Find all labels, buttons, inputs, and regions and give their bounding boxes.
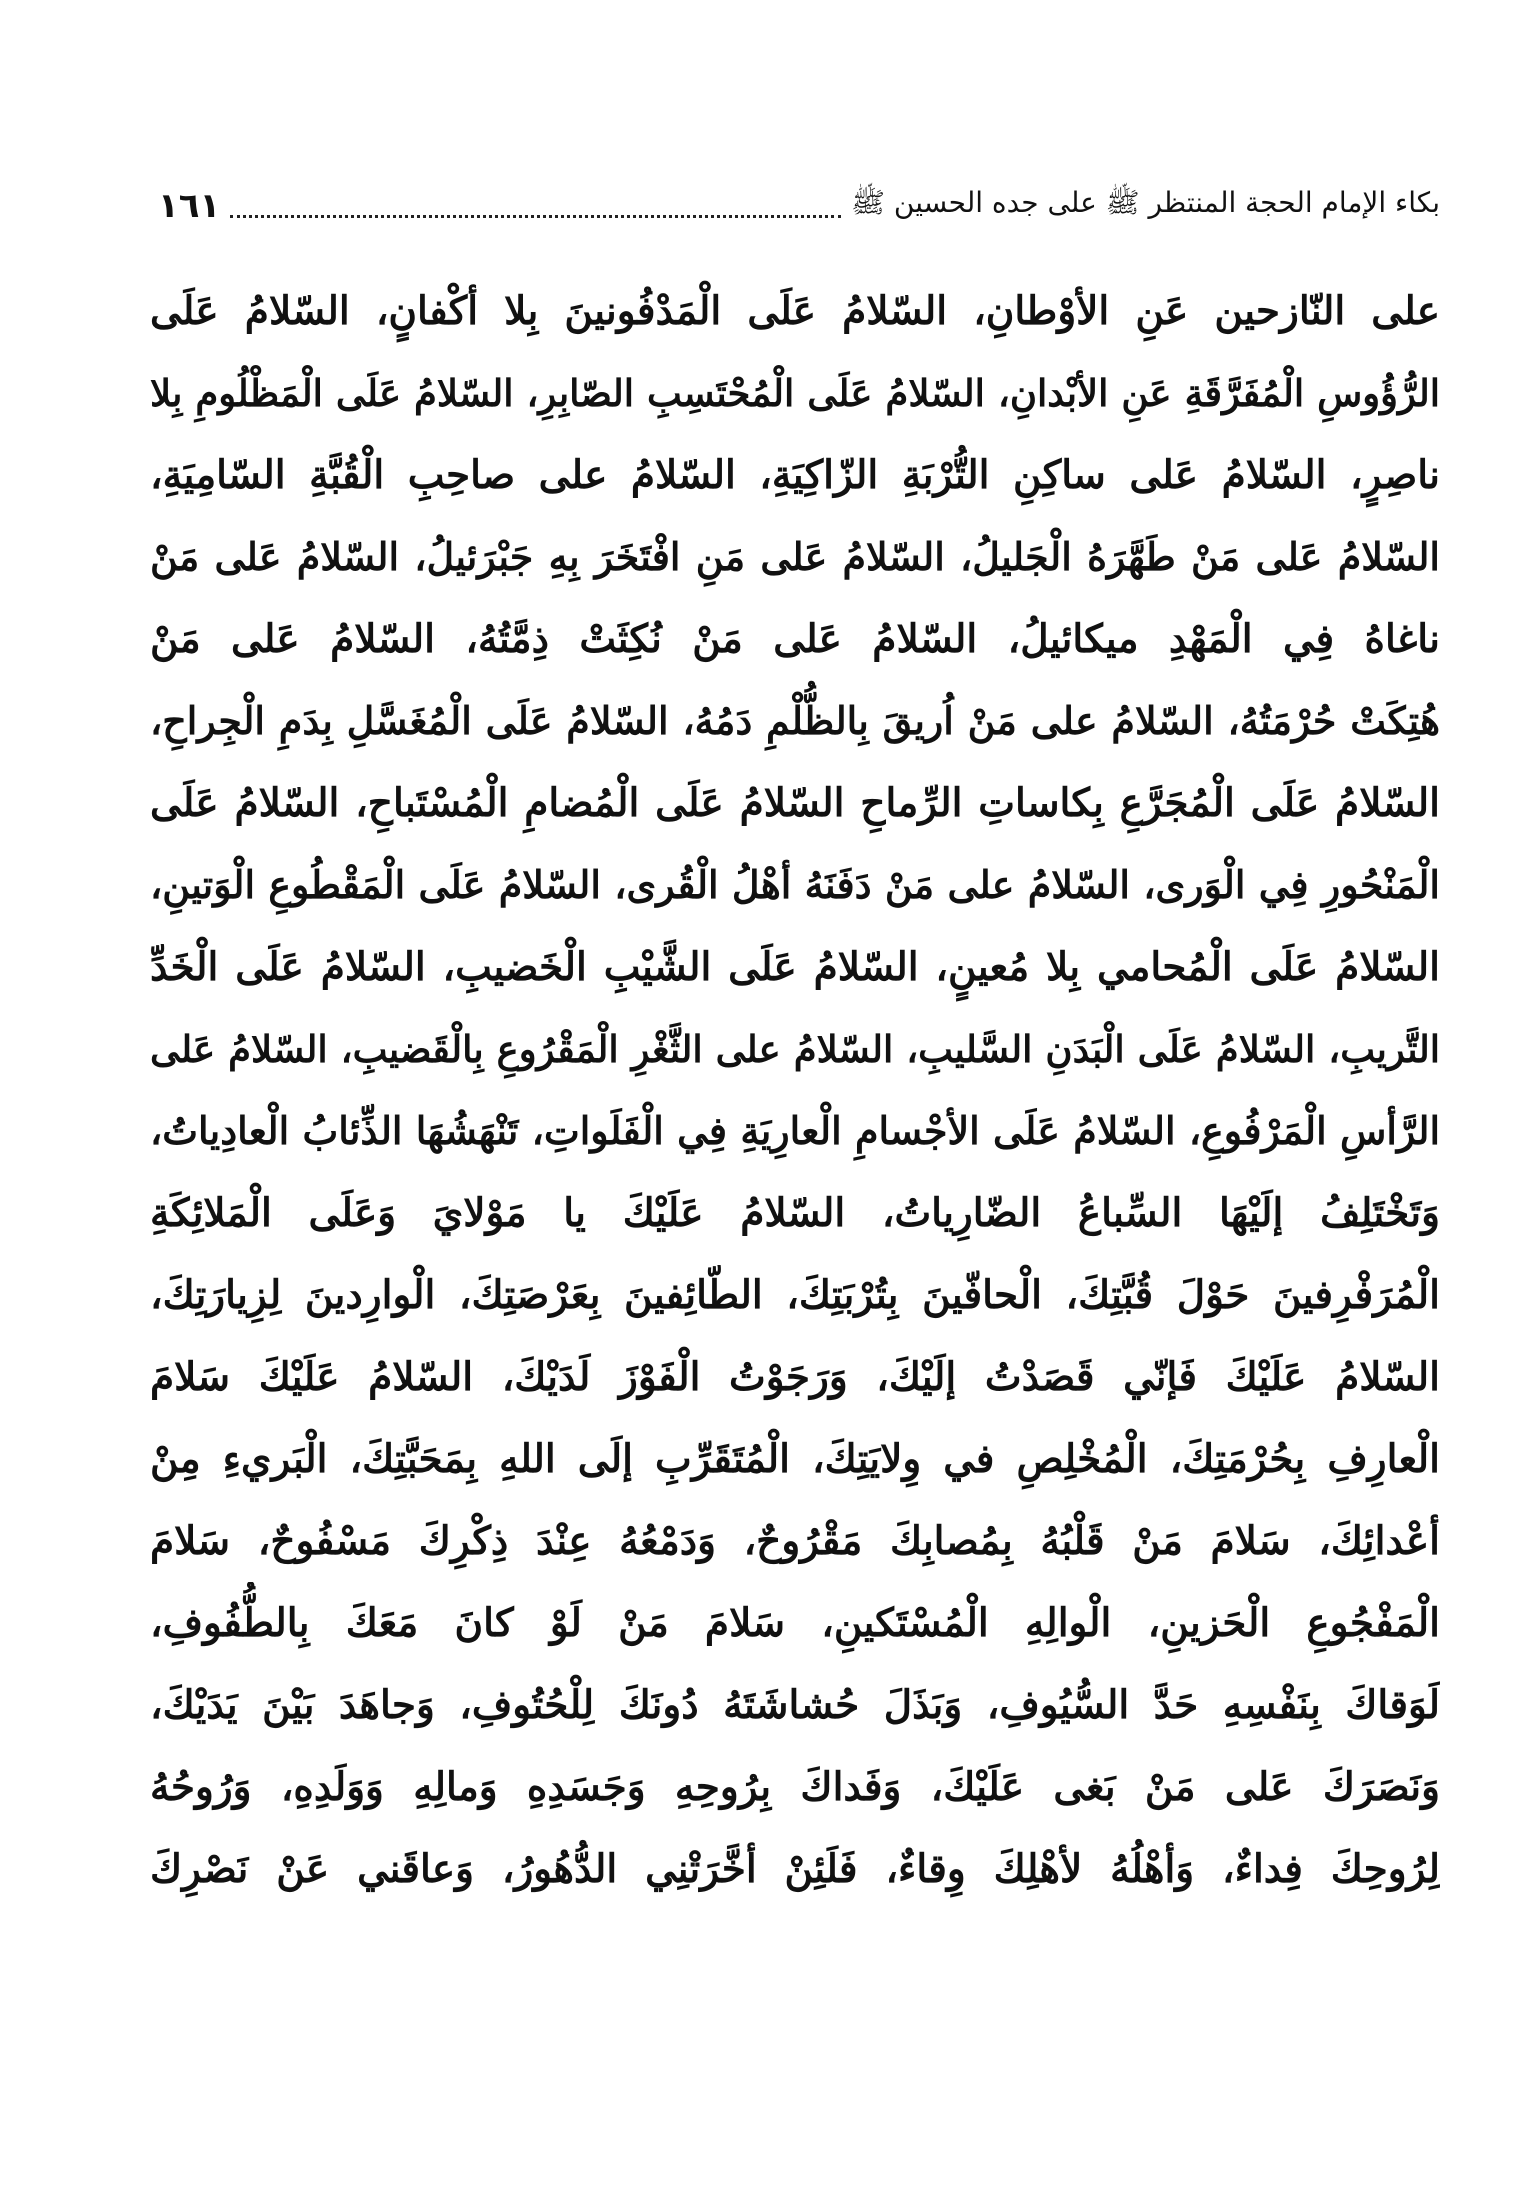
text-line: وَنَصَرَكَ عَلى مَنْ بَغى عَلَيْكَ، وَفَداكَ بِرُوحِهِ وَجَسَدِهِ وَمالِهِ وَوَلَدِهِ، وَرُوحُهُ bbox=[150, 1764, 1440, 1810]
text-line: أعْدائِكَ، سَلامَ مَنْ قَلْبُهُ بِمُصابِكَ مَقْرُوحٌ، وَدَمْعُهُ عِنْدَ ذِكْرِكَ مَسْفُوحٌ، سَلامَ bbox=[150, 1518, 1440, 1564]
text-line: الْمَفْجُوعِ الْحَزينِ، الْوالِهِ الْمُسْتَكينِ، سَلامَ مَنْ لَوْ كانَ مَعَكَ بِالطُّفُوفِ، bbox=[150, 1600, 1440, 1646]
text-line: على النّازحين عَنِ الأوْطانِ، السّلامُ عَلَى الْمَدْفُونينَ بِلا أكْفانٍ، السّلامُ عَلَى bbox=[150, 288, 1440, 334]
text-line: الْمَنْحُورِ فِي الْوَرى، السّلامُ على مَنْ دَفَنَهُ أهْلُ الْقُرى، السّلامُ عَلَى الْمَقْطُوعِ الْوَتينِ، bbox=[150, 862, 1440, 907]
text-line: لِرُوحِكَ فِداءٌ، وَأهْلُهُ لأهْلِكَ وِقاءٌ، فَلَئِنْ أخَّرَتْنِي الدُّهُورُ، وَعاقَني عَنْ نَصْرِكَ bbox=[150, 1846, 1440, 1892]
text-line: الْعارِفِ بِحُرْمَتِكَ، الْمُخْلِصِ في وِلايَتِكَ، الْمُتَقَرِّبِ إلَى اللهِ بِمَحَبَّتِكَ، الْبَريءِ مِنْ bbox=[150, 1436, 1440, 1482]
text-line: لَوَقاكَ بِنَفْسِهِ حَدَّ السُّيُوفِ، وَبَذَلَ حُشاشَتَهُ دُونَكَ لِلْحُتُوفِ، وَجاهَدَ بَيْنَ يَدَيْكَ، bbox=[150, 1682, 1440, 1728]
page-header bbox=[158, 176, 1440, 236]
running-title: بكاء الإمام الحجة المنتظر ﷺ على جده الحسين ﷺ bbox=[851, 186, 1440, 219]
text-line: وَتَخْتَلِفُ إلَيْهَا السِّباعُ الضّارِياتُ، السّلامُ عَلَيْكَ يا مَوْلايَ وَعَلَى الْمَلائِكَةِ bbox=[150, 1190, 1440, 1236]
text-line: الْمُرَفْرِفينَ حَوْلَ قُبَّتِكَ، الْحافّينَ بِتُرْبَتِكَ، الطّائِفينَ بِعَرْصَتِكَ، الْوارِدينَ لِزِيارَتِكَ، bbox=[150, 1272, 1440, 1318]
text-line: هُتِكَتْ حُرْمَتُهُ، السّلامُ على مَنْ اُريقَ بِالظُّلْمِ دَمُهُ، السّلامُ عَلَى الْمُغَسَّلِ بِدَمِ الْجِراحِ، bbox=[150, 698, 1440, 743]
page-number: ١٦١ bbox=[158, 186, 221, 226]
text-line: الرُّؤُوسِ الْمُفَرَّقَةِ عَنِ الأبْدانِ، السّلامُ عَلَى الْمُحْتَسِبِ الصّابِرِ، السّلامُ عَلَى الْمَظْلُومِ بِلا bbox=[150, 371, 1440, 415]
text-line: السّلامُ عَلى مَنْ طَهَّرَهُ الْجَليلُ، السّلامُ عَلى مَنِ افْتَخَرَ بِهِ جَبْرَئيلُ، السّلامُ عَلى مَنْ bbox=[150, 534, 1440, 579]
text-line: السّلامُ عَلَى الْمُجَرَّعِ بِكاساتِ الرِّماحِ السّلامُ عَلَى الْمُضامِ الْمُسْتَباحِ، السّلامُ عَلَى bbox=[150, 780, 1440, 826]
text-line: التَّريبِ، السّلامُ عَلَى الْبَدَنِ السَّليبِ، السّلامُ على الثَّغْرِ الْمَقْرُوعِ بِالْقَضيبِ، السّلامُ عَلى bbox=[150, 1027, 1440, 1071]
text-line: السّلامُ عَلَيْكَ فَإنّي قَصَدْتُ إلَيْكَ، وَرَجَوْتُ الْفَوْزَ لَدَيْكَ، السّلامُ عَلَيْكَ سَلامَ bbox=[150, 1354, 1440, 1400]
header-dotted-leader bbox=[230, 215, 841, 218]
text-line: ناغاهُ فِي الْمَهْدِ ميكائيلُ، السّلامُ عَلى مَنْ نُكِثَتْ ذِمَّتُهُ، السّلامُ عَلى مَنْ bbox=[150, 616, 1440, 662]
body-text bbox=[150, 270, 1440, 1910]
text-line: السّلامُ عَلَى الْمُحامي بِلا مُعينٍ، السّلامُ عَلَى الشَّيْبِ الْخَضيبِ، السّلامُ عَلَى الْخَدِّ bbox=[150, 944, 1440, 990]
text-line: ناصِرٍ، السّلامُ عَلى ساكِنِ التُّرْبَةِ الزّاكِيَةِ، السّلامُ على صاحِبِ الْقُبَّةِ السّامِيَةِ، bbox=[150, 452, 1440, 498]
text-line: الرَّأسِ الْمَرْفُوعِ، السّلامُ عَلَى الأجْسامِ الْعارِيَةِ فِي الْفَلَواتِ، تَنْهَشُهَا الذِّئابُ الْعادِياتُ، bbox=[150, 1108, 1440, 1153]
